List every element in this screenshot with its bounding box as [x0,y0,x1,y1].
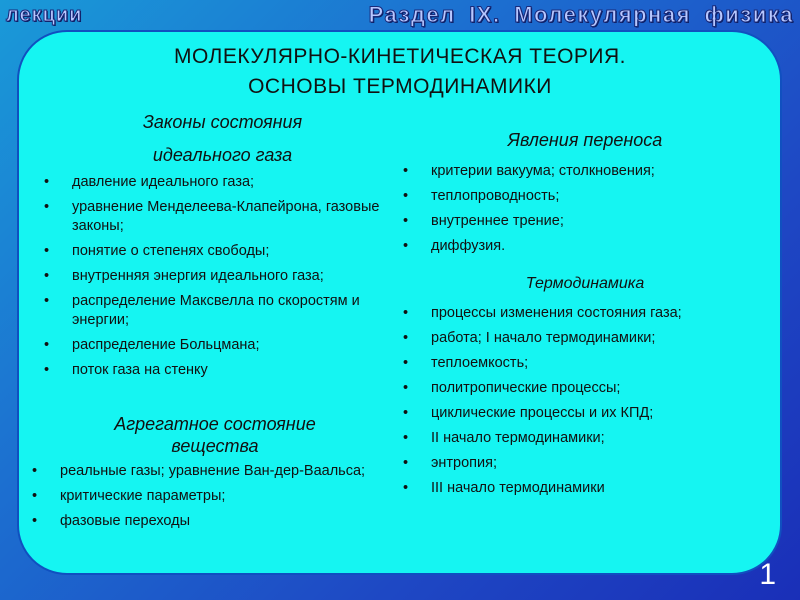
list-item: • распределение Максвелла по скоростям и энергии; [72,292,390,330]
page-title-line2: ОСНОВЫ ТЕРМОДИНАМИКИ [248,75,552,98]
lectures-tag: лекции [6,4,83,26]
list-item: • теплопроводность; [431,187,761,206]
list-item: • распределение Больцмана; [72,336,390,355]
list-item: • поток газа на стенку [72,361,390,380]
page-title [0,42,800,102]
list-item: • уравнение Менделеева-Клапейрона, газовые законы; [72,198,390,236]
list-item: • II начало термодинамики; [431,429,761,448]
section-title: Раздел IX. Молекулярная физика [368,2,794,27]
list-item: • понятие о степенях свободы; [72,242,390,261]
page-number: 1 [759,558,776,591]
transport-list [431,162,761,262]
list-item: • работа; I начало термодинамики; [431,329,761,348]
thermodynamics-heading: Термодинамика [525,275,645,292]
aggregate-state-list [60,462,370,537]
list-item: • критерии вакуума; столкновения; [431,162,761,181]
list-item: • теплоемкость; [431,354,761,373]
transport-heading: Явления переноса [507,130,663,150]
list-item: • энтропия; [431,454,761,473]
list-item: • фазовые переходы [60,512,370,531]
list-item: • III начало термодинамики [431,479,761,498]
list-item: • диффузия. [431,237,761,256]
list-item: • внутренняя энергия идеального газа; [72,267,390,286]
list-item: • циклические процессы и их КПД; [431,404,761,423]
aggregate-state-heading: Агрегатное состояние вещества [114,414,316,456]
list-item: • критические параметры; [60,487,370,506]
ideal-gas-list [72,173,390,386]
list-item: • реальные газы; уравнение Ван-дер-Ваальса; [60,462,370,481]
ideal-gas-heading-line1: Законы состояния [142,112,303,132]
ideal-gas-heading-line2: идеального газа [152,145,293,165]
thermodynamics-list [431,304,761,504]
list-item: • процессы изменения состояния газа; [431,304,761,323]
page-title-line1: МОЛЕКУЛЯРНО-КИНЕТИЧЕСКАЯ ТЕОРИЯ. [173,45,627,68]
list-item: • давление идеального газа; [72,173,390,192]
list-item: • политропические процессы; [431,379,761,398]
list-item: • внутреннее трение; [431,212,761,231]
